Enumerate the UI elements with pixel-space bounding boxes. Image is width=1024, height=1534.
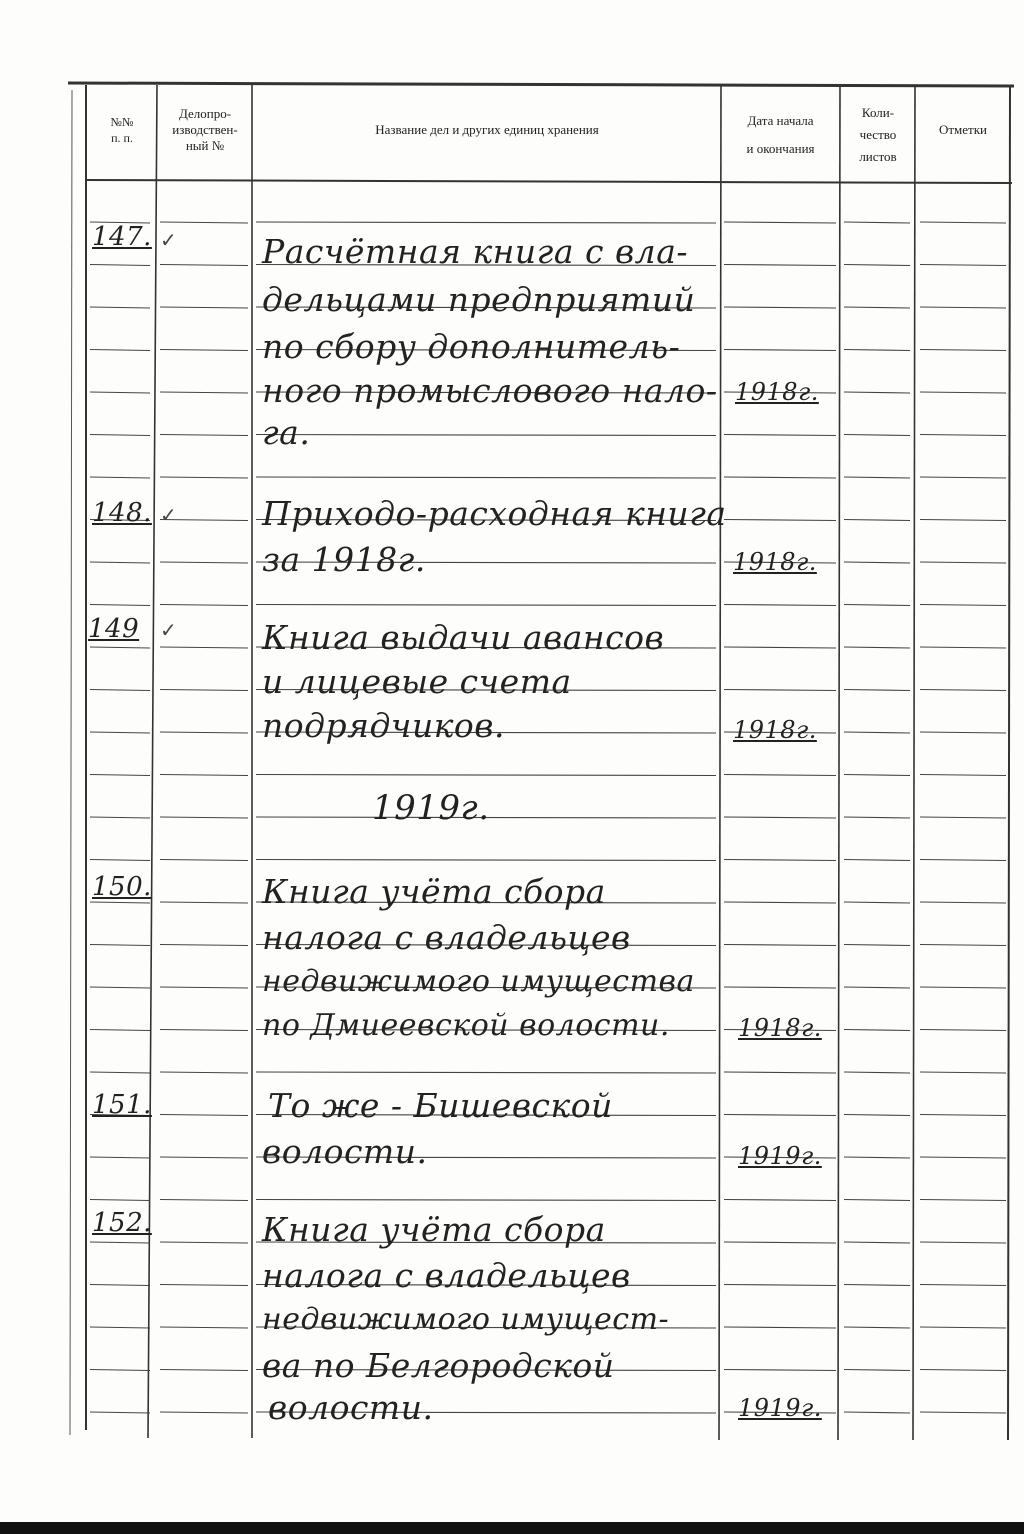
header-title: Название дел и других единиц хранения <box>375 122 599 137</box>
entry-number: 149 <box>88 614 140 644</box>
entry-title-line: То же - Бишевской <box>268 1086 613 1125</box>
entry-title-line: ва по Белгородской <box>262 1346 615 1385</box>
entry-title-line: га. <box>262 413 311 452</box>
entry-date: 1918г. <box>738 1014 822 1042</box>
entry-title-line: волости. <box>268 1388 434 1427</box>
check-mark: ✓ <box>160 503 178 527</box>
entry-title-line: Расчётная книга с вла- <box>262 232 689 271</box>
header-notes: Отметки <box>938 122 988 137</box>
entry-title-line: недвижимого имущест- <box>262 1302 670 1337</box>
entry-date: 1919г. <box>738 1394 822 1422</box>
header-sheets: Коли- чество листов <box>859 105 897 164</box>
entry-number: 150. <box>92 872 152 902</box>
entry-date: 1919г. <box>738 1142 822 1170</box>
entry-title-line: дельцами предприятий <box>262 280 696 319</box>
entry-title-line: и лицевые счета <box>262 662 572 701</box>
entry-title-line: ного промыслового нало- <box>262 371 718 410</box>
check-mark: ✓ <box>160 618 178 642</box>
entry-title-line: Приходо-расходная книга <box>262 494 727 533</box>
entry-number: 152. <box>92 1208 152 1238</box>
entry-title-line: налога с владельцев <box>262 918 631 957</box>
year-heading: 1919г. <box>372 788 490 828</box>
entry-title-line: за 1918г. <box>262 540 426 579</box>
entry-number: 151. <box>92 1090 152 1120</box>
entry-title-line: налога с владельцев <box>262 1256 631 1295</box>
entry-date: 1918г. <box>733 716 817 744</box>
check-mark: ✓ <box>160 228 178 252</box>
entry-date: 1918г. <box>733 548 817 576</box>
entry-title-line: по сбору дополнитель- <box>262 327 681 366</box>
entry-title-line: Книга выдачи авансов <box>262 618 665 657</box>
entry-title-line: Книга учёта сбора <box>262 872 606 911</box>
header-num: №№ п. п. <box>110 115 134 145</box>
entry-title-line: Книга учёта сбора <box>262 1210 606 1249</box>
entry-number: 147. <box>92 222 152 252</box>
entry-date: 1918г. <box>735 378 819 406</box>
entry-title-line: волости. <box>262 1132 428 1171</box>
entry-title-line: подрядчиков. <box>262 706 505 745</box>
entry-title-line: по Дмиеевской волости. <box>262 1008 670 1043</box>
header-office-number: Делопро- изводствен- ный № <box>172 105 238 153</box>
entry-title-line: недвижимого имущества <box>262 964 695 999</box>
entry-number: 148. <box>92 498 152 528</box>
header-dates: Дата начала и окончания <box>746 113 815 156</box>
scan-edge <box>0 1522 1024 1534</box>
